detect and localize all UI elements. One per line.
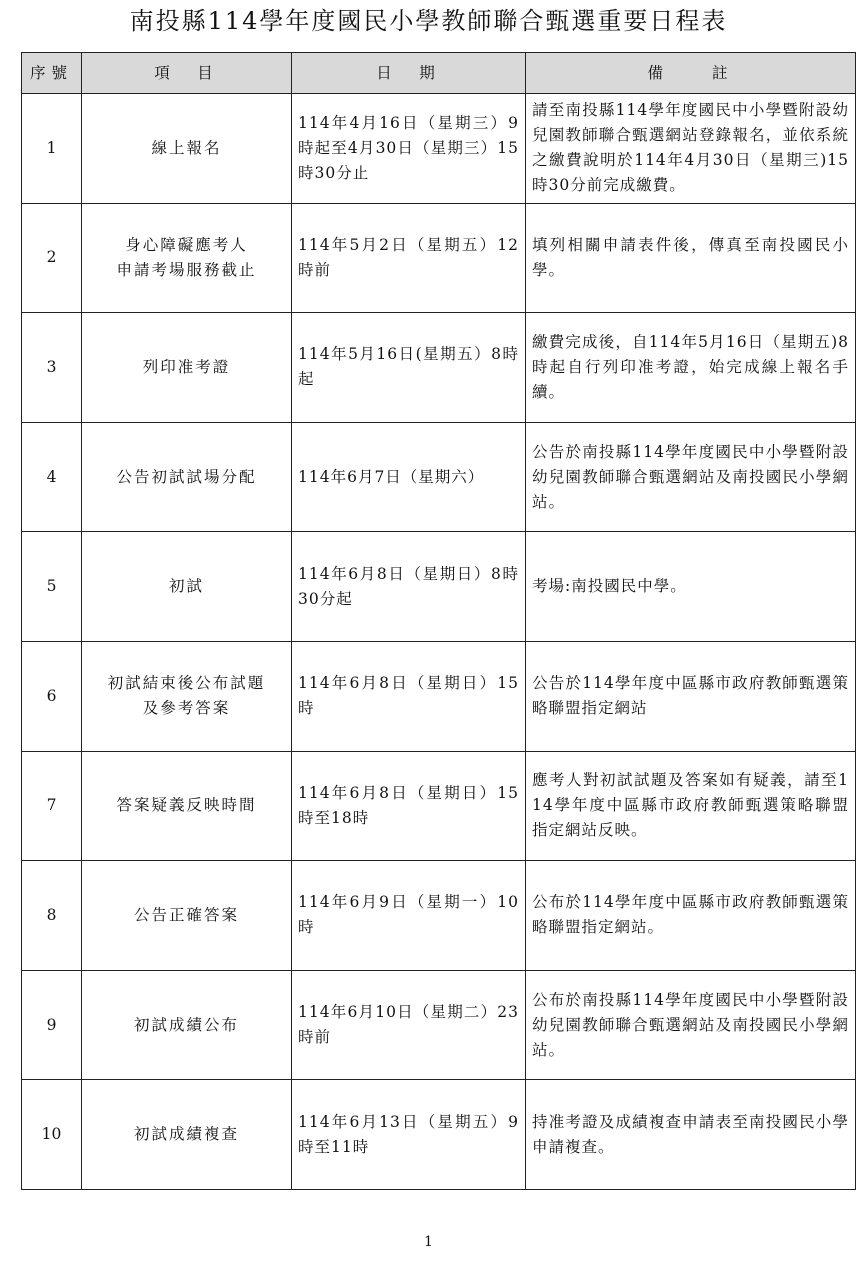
row-number: 5 [22, 532, 82, 642]
row-note: 請至南投縣114學年度國民中小學暨附設幼兒園教師聯合甄選網站登錄報名，並依系統之繳費說明於114年4月30日（星期三)15時30分前完成繳費。 [526, 94, 856, 204]
row-date: 114年6月7日（星期六） [292, 422, 526, 532]
schedule-table [21, 52, 856, 1190]
row-number: 7 [22, 751, 82, 861]
row-item [82, 970, 292, 1080]
row-date: 114年6月8日（星期日）15時至18時 [292, 751, 526, 861]
row-note: 持准考證及成績複查申請表至南投國民小學申請複查。 [526, 1080, 856, 1190]
row-item [82, 203, 292, 313]
row-date: 114年6月10日（星期二）23時前 [292, 970, 526, 1080]
row-item [82, 641, 292, 751]
table-row [22, 641, 856, 751]
row-item-line: 及參考答案 [142, 699, 231, 718]
row-item [82, 861, 292, 971]
row-date: 114年5月2日（星期五）12時前 [292, 203, 526, 313]
row-number: 3 [22, 313, 82, 423]
header-note: 備 註 [526, 53, 856, 94]
row-item-line: 初試成績公布 [133, 1015, 239, 1034]
header-date: 日 期 [292, 53, 526, 94]
row-number: 2 [22, 203, 82, 313]
header-no: 序號 [22, 53, 82, 94]
row-date: 114年6月8日（星期日）15時 [292, 641, 526, 751]
row-number: 9 [22, 970, 82, 1080]
row-number: 8 [22, 861, 82, 971]
row-note: 公告於南投縣114學年度國民中小學暨附設幼兒園教師聯合甄選網站及南投國民小學網站。 [526, 422, 856, 532]
row-date: 114年6月9日（星期一）10時 [292, 861, 526, 971]
row-item [82, 94, 292, 204]
row-number: 1 [22, 94, 82, 204]
table-row [22, 861, 856, 971]
row-item [82, 1080, 292, 1190]
row-item [82, 532, 292, 642]
row-item-line: 公告初試試場分配 [116, 467, 257, 486]
row-date: 114年6月13日（星期五）9時至11時 [292, 1080, 526, 1190]
table-row [22, 532, 856, 642]
row-item-line: 初試成績複查 [133, 1125, 239, 1144]
header-item: 項 目 [82, 53, 292, 94]
row-date: 114年5月16日(星期五）8時起 [292, 313, 526, 423]
row-note: 應考人對初試試題及答案如有疑義，請至114學年度中區縣市政府教師甄選策略聯盟指定網站反映。 [526, 751, 856, 861]
row-item-line: 答案疑義反映時間 [116, 796, 257, 815]
row-item-line: 公告正確答案 [133, 905, 239, 924]
table-row [22, 422, 856, 532]
table-row [22, 313, 856, 423]
row-item-line: 申請考場服務截止 [116, 260, 257, 279]
table-row [22, 1080, 856, 1190]
row-note: 繳費完成後，自114年5月16日（星期五)8時起自行列印准考證，始完成線上報名手續。 [526, 313, 856, 423]
row-note: 公告於114學年度中區縣市政府教師甄選策略聯盟指定網站 [526, 641, 856, 751]
row-item-line: 線上報名 [151, 138, 222, 157]
row-item [82, 313, 292, 423]
table-row [22, 751, 856, 861]
row-number: 4 [22, 422, 82, 532]
row-date: 114年6月8日（星期日）8時30分起 [292, 532, 526, 642]
row-item-line: 初試結束後公布試題 [107, 674, 266, 693]
row-number: 10 [22, 1080, 82, 1190]
row-item [82, 422, 292, 532]
page-number: 1 [424, 1234, 433, 1250]
row-note: 填列相關申請表件後，傳真至南投國民小學。 [526, 203, 856, 313]
row-note: 公布於114學年度中區縣市政府教師甄選策略聯盟指定網站。 [526, 861, 856, 971]
row-item-line: 身心障礙應考人 [125, 235, 248, 254]
table-header-row [22, 53, 856, 94]
table-row [22, 970, 856, 1080]
row-date: 114年4月16日（星期三）9時起至4月30日（星期三）15時30分止 [292, 94, 526, 204]
row-item-line: 列印准考證 [142, 357, 231, 376]
table-row [22, 94, 856, 204]
row-note: 公布於南投縣114學年度國民中小學暨附設幼兒園教師聯合甄選網站及南投國民小學網站。 [526, 970, 856, 1080]
row-note: 考場:南投國民中學。 [526, 532, 856, 642]
row-item [82, 751, 292, 861]
document-title: 南投縣114學年度國民小學教師聯合甄選重要日程表 [129, 7, 728, 35]
row-item-line: 初試 [168, 577, 204, 596]
table-row [22, 203, 856, 313]
row-number: 6 [22, 641, 82, 751]
